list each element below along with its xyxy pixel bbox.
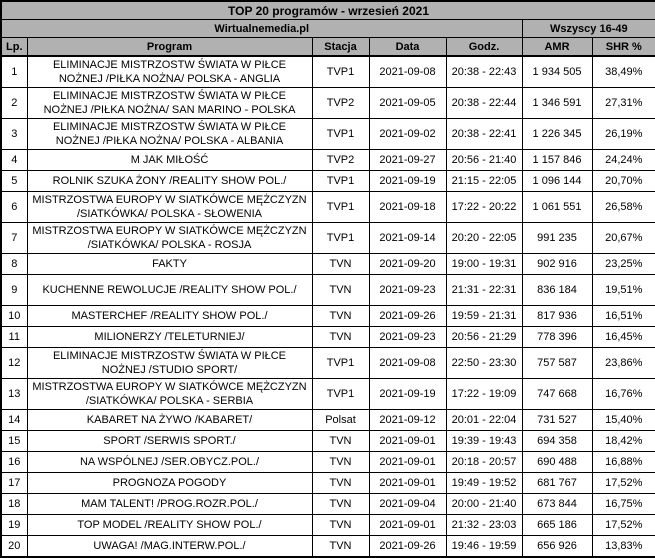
cell-program: M JAK MIŁOŚĆ	[27, 150, 312, 171]
cell-stacja: TVN	[312, 275, 369, 306]
cell-stacja: TVN	[312, 494, 369, 515]
cell-program: KABARET NA ŻYWO /KABARET/	[27, 410, 312, 431]
cell-stacja: TVN	[312, 254, 369, 275]
cell-data: 2021-09-23	[369, 275, 446, 306]
cell-data: 2021-09-01	[369, 515, 446, 536]
table-row	[1, 348, 655, 379]
cell-program: UWAGA! /MAG.INTERW.POL./	[27, 536, 312, 558]
cell-shr: 17,52%	[592, 473, 655, 494]
cell-data: 2021-09-23	[369, 327, 446, 348]
cell-stacja: TVP1	[312, 379, 369, 410]
cell-amr: 1 346 591	[522, 88, 592, 119]
column-header-row	[1, 38, 655, 57]
cell-data: 2021-09-18	[369, 192, 446, 223]
cell-data: 2021-09-19	[369, 379, 446, 410]
cell-program: FAKTY	[27, 254, 312, 275]
cell-lp: 2	[1, 88, 27, 119]
table-row	[1, 494, 655, 515]
cell-lp: 15	[1, 431, 27, 452]
cell-shr: 26,58%	[592, 192, 655, 223]
cell-godz: 19:49 - 19:52	[446, 473, 522, 494]
cell-amr: 1 157 846	[522, 150, 592, 171]
cell-lp: 3	[1, 119, 27, 150]
cell-program: ROLNIK SZUKA ŻONY /REALITY SHOW POL./	[27, 171, 312, 192]
cell-data: 2021-09-01	[369, 473, 446, 494]
cell-godz: 20:00 - 21:40	[446, 494, 522, 515]
cell-program: MASTERCHEF /REALITY SHOW POL./	[27, 306, 312, 327]
cell-shr: 17,52%	[592, 515, 655, 536]
cell-data: 2021-09-08	[369, 348, 446, 379]
cell-godz: 17:22 - 19:09	[446, 379, 522, 410]
cell-lp: 17	[1, 473, 27, 494]
cell-shr: 19,51%	[592, 275, 655, 306]
cell-amr: 694 358	[522, 431, 592, 452]
col-header-godz: Godz.	[446, 38, 522, 57]
cell-shr: 26,19%	[592, 119, 655, 150]
cell-program: NA WSPÓLNEJ /SER.OBYCZ.POL./	[27, 452, 312, 473]
table-row	[1, 88, 655, 119]
cell-stacja: TVP1	[312, 348, 369, 379]
cell-stacja: Polsat	[312, 410, 369, 431]
cell-amr: 747 668	[522, 379, 592, 410]
cell-data: 2021-09-26	[369, 536, 446, 558]
cell-godz: 17:22 - 20:22	[446, 192, 522, 223]
table-row	[1, 536, 655, 558]
cell-data: 2021-09-14	[369, 223, 446, 254]
cell-data: 2021-09-26	[369, 306, 446, 327]
cell-stacja: TVP1	[312, 56, 369, 88]
table-title: TOP 20 programów - wrzesień 2021	[1, 1, 655, 20]
cell-shr: 20,67%	[592, 223, 655, 254]
cell-godz: 20:01 - 22:04	[446, 410, 522, 431]
cell-amr: 1 934 505	[522, 56, 592, 88]
cell-lp: 9	[1, 275, 27, 306]
cell-data: 2021-09-20	[369, 254, 446, 275]
cell-shr: 16,88%	[592, 452, 655, 473]
cell-lp: 12	[1, 348, 27, 379]
col-header-lp: Lp.	[1, 38, 27, 57]
cell-godz: 20:20 - 22:05	[446, 223, 522, 254]
cell-stacja: TVP1	[312, 119, 369, 150]
source-label: Wirtualnemedia.pl	[1, 20, 522, 38]
table-subheader-row	[1, 20, 655, 38]
cell-data: 2021-09-27	[369, 150, 446, 171]
cell-data: 2021-09-04	[369, 494, 446, 515]
table-row	[1, 254, 655, 275]
cell-stacja: TVN	[312, 515, 369, 536]
cell-program: MILIONERZY /TELETURNIEJ/	[27, 327, 312, 348]
cell-amr: 1 096 144	[522, 171, 592, 192]
cell-program: ELIMINACJE MISTRZOSTW ŚWIATA W PIŁCE NOŻNEJ /PIŁKA NOŻNA/ POLSKA - ANGLIA	[27, 56, 312, 88]
cell-stacja: TVN	[312, 473, 369, 494]
cell-lp: 6	[1, 192, 27, 223]
cell-godz: 19:46 - 19:59	[446, 536, 522, 558]
cell-shr: 13,83%	[592, 536, 655, 558]
cell-lp: 18	[1, 494, 27, 515]
cell-lp: 20	[1, 536, 27, 558]
cell-lp: 11	[1, 327, 27, 348]
cell-amr: 817 936	[522, 306, 592, 327]
table-row	[1, 119, 655, 150]
cell-data: 2021-09-05	[369, 88, 446, 119]
cell-stacja: TVN	[312, 452, 369, 473]
cell-lp: 1	[1, 56, 27, 88]
cell-program: KUCHENNE REWOLUCJE /REALITY SHOW POL./	[27, 275, 312, 306]
cell-amr: 757 587	[522, 348, 592, 379]
cell-program: TOP MODEL /REALITY SHOW POL./	[27, 515, 312, 536]
cell-stacja: TVP2	[312, 150, 369, 171]
cell-amr: 731 527	[522, 410, 592, 431]
table-row	[1, 306, 655, 327]
cell-program: PROGNOZA POGODY	[27, 473, 312, 494]
cell-amr: 1 226 345	[522, 119, 592, 150]
cell-shr: 16,75%	[592, 494, 655, 515]
cell-shr: 16,51%	[592, 306, 655, 327]
cell-program: MISTRZOSTWA EUROPY W SIATKÓWCE MĘŻCZYZN /SIATKÓWKA/ POLSKA - SERBIA	[27, 379, 312, 410]
cell-program: MAM TALENT! /PROG.ROZR.POL./	[27, 494, 312, 515]
cell-data: 2021-09-12	[369, 410, 446, 431]
table-title-row	[1, 1, 655, 20]
cell-godz: 21:32 - 23:03	[446, 515, 522, 536]
cell-shr: 15,40%	[592, 410, 655, 431]
cell-godz: 19:39 - 19:43	[446, 431, 522, 452]
cell-godz: 20:56 - 21:40	[446, 150, 522, 171]
col-header-program: Program	[27, 38, 312, 57]
cell-lp: 4	[1, 150, 27, 171]
cell-shr: 24,24%	[592, 150, 655, 171]
cell-lp: 19	[1, 515, 27, 536]
table-row	[1, 275, 655, 306]
cell-program: ELIMINACJE MISTRZOSTW ŚWIATA W PIŁCE NOŻNEJ /PIŁKA NOŻNA/ SAN MARINO - POLSKA	[27, 88, 312, 119]
cell-godz: 20:38 - 22:43	[446, 56, 522, 88]
table-row	[1, 327, 655, 348]
cell-godz: 22:50 - 23:30	[446, 348, 522, 379]
cell-program: SPORT /SERWIS SPORT./	[27, 431, 312, 452]
cell-stacja: TVP1	[312, 192, 369, 223]
table-row	[1, 223, 655, 254]
cell-shr: 16,76%	[592, 379, 655, 410]
cell-godz: 20:38 - 22:41	[446, 119, 522, 150]
cell-lp: 7	[1, 223, 27, 254]
cell-lp: 10	[1, 306, 27, 327]
table-body	[1, 56, 655, 557]
cell-amr: 673 844	[522, 494, 592, 515]
cell-data: 2021-09-01	[369, 431, 446, 452]
cell-godz: 21:31 - 22:31	[446, 275, 522, 306]
cell-shr: 27,31%	[592, 88, 655, 119]
cell-stacja: TVN	[312, 431, 369, 452]
table-row	[1, 473, 655, 494]
cell-data: 2021-09-02	[369, 119, 446, 150]
cell-data: 2021-09-01	[369, 452, 446, 473]
cell-lp: 13	[1, 379, 27, 410]
table-row	[1, 56, 655, 88]
cell-godz: 20:56 - 21:29	[446, 327, 522, 348]
cell-program: MISTRZOSTWA EUROPY W SIATKÓWCE MĘŻCZYZN /SIATKÓWKA/ POLSKA - ROSJA	[27, 223, 312, 254]
cell-shr: 38,49%	[592, 56, 655, 88]
cell-lp: 16	[1, 452, 27, 473]
table-row	[1, 515, 655, 536]
cell-stacja: TVN	[312, 306, 369, 327]
cell-stacja: TVN	[312, 327, 369, 348]
table-row	[1, 150, 655, 171]
table-row	[1, 452, 655, 473]
table-row	[1, 431, 655, 452]
cell-godz: 20:18 - 20:57	[446, 452, 522, 473]
cell-stacja: TVP1	[312, 223, 369, 254]
cell-shr: 23,25%	[592, 254, 655, 275]
cell-program: ELIMINACJE MISTRZOSTW ŚWIATA W PIŁCE NOŻNEJ /PIŁKA NOŻNA/ POLSKA - ALBANIA	[27, 119, 312, 150]
col-header-amr: AMR	[522, 38, 592, 57]
cell-amr: 690 488	[522, 452, 592, 473]
table-row	[1, 410, 655, 431]
col-header-data: Data	[369, 38, 446, 57]
table-row	[1, 171, 655, 192]
cell-shr: 20,70%	[592, 171, 655, 192]
cell-amr: 681 767	[522, 473, 592, 494]
cell-godz: 21:15 - 22:05	[446, 171, 522, 192]
table-row	[1, 192, 655, 223]
cell-amr: 991 235	[522, 223, 592, 254]
cell-stacja: TVP1	[312, 171, 369, 192]
cell-stacja: TVP2	[312, 88, 369, 119]
cell-data: 2021-09-08	[369, 56, 446, 88]
cell-amr: 836 184	[522, 275, 592, 306]
cell-godz: 19:00 - 19:31	[446, 254, 522, 275]
cell-amr: 1 061 551	[522, 192, 592, 223]
cell-amr: 902 916	[522, 254, 592, 275]
cell-lp: 8	[1, 254, 27, 275]
cell-program: ELIMINACJE MISTRZOSTW ŚWIATA W PIŁCE NOŻNEJ /STUDIO SPORT/	[27, 348, 312, 379]
table-row	[1, 379, 655, 410]
cell-program: MISTRZOSTWA EUROPY W SIATKÓWCE MĘŻCZYZN /SIATKÓWKA/ POLSKA - SŁOWENIA	[27, 192, 312, 223]
cell-amr: 665 186	[522, 515, 592, 536]
cell-lp: 5	[1, 171, 27, 192]
col-header-stacja: Stacja	[312, 38, 369, 57]
cell-shr: 16,45%	[592, 327, 655, 348]
audience-label: Wszyscy 16-49	[522, 20, 655, 38]
cell-amr: 656 926	[522, 536, 592, 558]
cell-amr: 778 396	[522, 327, 592, 348]
cell-godz: 20:38 - 22:44	[446, 88, 522, 119]
cell-stacja: TVN	[312, 536, 369, 558]
cell-lp: 14	[1, 410, 27, 431]
cell-shr: 23,86%	[592, 348, 655, 379]
cell-data: 2021-09-19	[369, 171, 446, 192]
col-header-shr: SHR %	[592, 38, 655, 57]
cell-godz: 19:59 - 21:31	[446, 306, 522, 327]
cell-shr: 18,42%	[592, 431, 655, 452]
